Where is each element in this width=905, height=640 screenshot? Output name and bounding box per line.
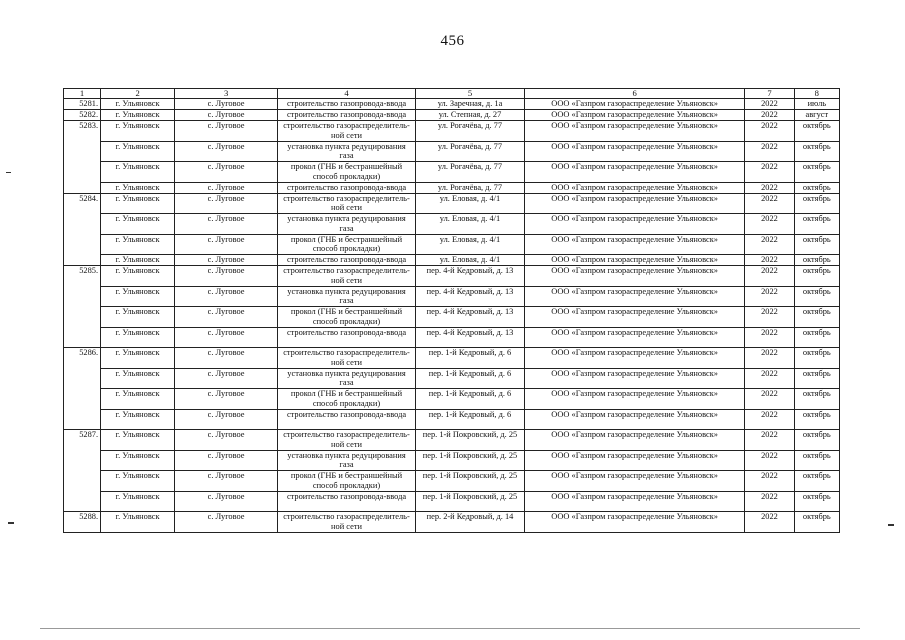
locality-cell: с. Луговое bbox=[175, 234, 278, 255]
address-cell: пер. 4-й Кедровый, д. 13 bbox=[415, 327, 524, 348]
month-cell: октябрь bbox=[794, 141, 839, 162]
address-cell: ул. Еловая, д. 4/1 bbox=[415, 193, 524, 214]
table-row bbox=[64, 255, 840, 266]
table-row bbox=[64, 327, 840, 348]
work-type-cell: строительство газораспределитель-ной сети bbox=[278, 512, 416, 533]
organization-cell: ООО «Газпром газораспределение Ульяновск» bbox=[525, 491, 745, 512]
locality-cell: с. Луговое bbox=[175, 255, 278, 266]
column-header: 6 bbox=[525, 89, 745, 99]
city-cell: г. Ульяновск bbox=[101, 214, 175, 235]
city-cell: г. Ульяновск bbox=[101, 99, 175, 110]
work-type-cell: строительство газопровода-ввода bbox=[278, 182, 416, 193]
city-cell: г. Ульяновск bbox=[101, 110, 175, 121]
month-cell: октябрь bbox=[794, 368, 839, 389]
year-cell: 2022 bbox=[745, 348, 794, 369]
work-type-cell: строительство газопровода-ввода bbox=[278, 327, 416, 348]
city-cell: г. Ульяновск bbox=[101, 512, 175, 533]
work-type-cell: прокол (ГНБ и бестраншейный способ прокладки) bbox=[278, 234, 416, 255]
month-cell: октябрь bbox=[794, 491, 839, 512]
organization-cell: ООО «Газпром газораспределение Ульяновск» bbox=[525, 471, 745, 492]
locality-cell: с. Луговое bbox=[175, 368, 278, 389]
year-cell: 2022 bbox=[745, 182, 794, 193]
table-row bbox=[64, 121, 840, 142]
city-cell: г. Ульяновск bbox=[101, 491, 175, 512]
column-header: 4 bbox=[278, 89, 416, 99]
year-cell: 2022 bbox=[745, 214, 794, 235]
organization-cell: ООО «Газпром газораспределение Ульяновск» bbox=[525, 348, 745, 369]
column-header: 7 bbox=[745, 89, 794, 99]
address-cell: ул. Еловая, д. 4/1 bbox=[415, 255, 524, 266]
year-cell: 2022 bbox=[745, 286, 794, 307]
city-cell: г. Ульяновск bbox=[101, 348, 175, 369]
city-cell: г. Ульяновск bbox=[101, 389, 175, 410]
table-row bbox=[64, 141, 840, 162]
city-cell: г. Ульяновск bbox=[101, 450, 175, 471]
city-cell: г. Ульяновск bbox=[101, 307, 175, 328]
gas-works-table bbox=[63, 88, 840, 533]
address-cell: пер. 2-й Кедровый, д. 14 bbox=[415, 512, 524, 533]
scan-edge-mark bbox=[888, 524, 894, 526]
year-cell: 2022 bbox=[745, 162, 794, 183]
scan-edge-mark bbox=[6, 172, 11, 173]
address-cell: пер. 1-й Покровский, д. 25 bbox=[415, 491, 524, 512]
work-type-cell: строительство газопровода-ввода bbox=[278, 99, 416, 110]
scan-bottom-line bbox=[40, 628, 860, 629]
locality-cell: с. Луговое bbox=[175, 121, 278, 142]
organization-cell: ООО «Газпром газораспределение Ульяновск» bbox=[525, 182, 745, 193]
organization-cell: ООО «Газпром газораспределение Ульяновск» bbox=[525, 286, 745, 307]
organization-cell: ООО «Газпром газораспределение Ульяновск» bbox=[525, 327, 745, 348]
table-row bbox=[64, 450, 840, 471]
work-type-cell: прокол (ГНБ и бестраншейный способ прокладки) bbox=[278, 471, 416, 492]
month-cell: октябрь bbox=[794, 450, 839, 471]
city-cell: г. Ульяновск bbox=[101, 121, 175, 142]
locality-cell: с. Луговое bbox=[175, 99, 278, 110]
organization-cell: ООО «Газпром газораспределение Ульяновск» bbox=[525, 141, 745, 162]
work-type-cell: строительство газораспределитель-ной сети bbox=[278, 266, 416, 287]
table-row bbox=[64, 234, 840, 255]
address-cell: ул. Еловая, д. 4/1 bbox=[415, 234, 524, 255]
organization-cell: ООО «Газпром газораспределение Ульяновск» bbox=[525, 430, 745, 451]
year-cell: 2022 bbox=[745, 512, 794, 533]
month-cell: октябрь bbox=[794, 162, 839, 183]
table-row bbox=[64, 512, 840, 533]
locality-cell: с. Луговое bbox=[175, 193, 278, 214]
city-cell: г. Ульяновск bbox=[101, 286, 175, 307]
year-cell: 2022 bbox=[745, 430, 794, 451]
month-cell: октябрь bbox=[794, 471, 839, 492]
organization-cell: ООО «Газпром газораспределение Ульяновск» bbox=[525, 409, 745, 430]
row-number-cell: 5282. bbox=[64, 110, 101, 121]
city-cell: г. Ульяновск bbox=[101, 193, 175, 214]
organization-cell: ООО «Газпром газораспределение Ульяновск» bbox=[525, 389, 745, 410]
city-cell: г. Ульяновск bbox=[101, 368, 175, 389]
year-cell: 2022 bbox=[745, 409, 794, 430]
organization-cell: ООО «Газпром газораспределение Ульяновск» bbox=[525, 307, 745, 328]
year-cell: 2022 bbox=[745, 121, 794, 142]
locality-cell: с. Луговое bbox=[175, 327, 278, 348]
table-row bbox=[64, 266, 840, 287]
work-type-cell: строительство газораспределитель-ной сети bbox=[278, 348, 416, 369]
address-cell: ул. Еловая, д. 4/1 bbox=[415, 214, 524, 235]
table-body bbox=[64, 99, 840, 533]
city-cell: г. Ульяновск bbox=[101, 141, 175, 162]
city-cell: г. Ульяновск bbox=[101, 327, 175, 348]
table-row bbox=[64, 110, 840, 121]
table-row bbox=[64, 162, 840, 183]
page-number: 456 bbox=[440, 33, 465, 49]
month-cell: октябрь bbox=[794, 327, 839, 348]
organization-cell: ООО «Газпром газораспределение Ульяновск» bbox=[525, 110, 745, 121]
scan-edge-mark bbox=[8, 522, 14, 524]
work-type-cell: установка пункта редуцирования газа bbox=[278, 368, 416, 389]
month-cell: октябрь bbox=[794, 430, 839, 451]
row-number-cell: 5284. bbox=[64, 193, 101, 266]
locality-cell: с. Луговое bbox=[175, 110, 278, 121]
organization-cell: ООО «Газпром газораспределение Ульяновск» bbox=[525, 214, 745, 235]
work-type-cell: прокол (ГНБ и бестраншейный способ прокладки) bbox=[278, 389, 416, 410]
address-cell: пер. 1-й Кедровый, д. 6 bbox=[415, 348, 524, 369]
row-number-cell: 5283. bbox=[64, 121, 101, 194]
address-cell: ул. Заречная, д. 1а bbox=[415, 99, 524, 110]
year-cell: 2022 bbox=[745, 450, 794, 471]
month-cell: октябрь bbox=[794, 389, 839, 410]
table-row bbox=[64, 99, 840, 110]
column-header: 1 bbox=[64, 89, 101, 99]
year-cell: 2022 bbox=[745, 389, 794, 410]
locality-cell: с. Луговое bbox=[175, 512, 278, 533]
year-cell: 2022 bbox=[745, 234, 794, 255]
work-type-cell: установка пункта редуцирования газа bbox=[278, 214, 416, 235]
work-type-cell: установка пункта редуцирования газа bbox=[278, 450, 416, 471]
address-cell: ул. Рогачёва, д. 77 bbox=[415, 182, 524, 193]
locality-cell: с. Луговое bbox=[175, 266, 278, 287]
table-row bbox=[64, 307, 840, 328]
address-cell: пер. 4-й Кедровый, д. 13 bbox=[415, 307, 524, 328]
locality-cell: с. Луговое bbox=[175, 409, 278, 430]
table-row bbox=[64, 193, 840, 214]
year-cell: 2022 bbox=[745, 327, 794, 348]
address-cell: ул. Рогачёва, д. 77 bbox=[415, 162, 524, 183]
work-type-cell: строительство газопровода-ввода bbox=[278, 255, 416, 266]
month-cell: август bbox=[794, 110, 839, 121]
work-type-cell: строительство газопровода-ввода bbox=[278, 110, 416, 121]
year-cell: 2022 bbox=[745, 368, 794, 389]
city-cell: г. Ульяновск bbox=[101, 409, 175, 430]
work-type-cell: строительство газораспределитель-ной сети bbox=[278, 193, 416, 214]
address-cell: ул. Рогачёва, д. 77 bbox=[415, 141, 524, 162]
work-type-cell: установка пункта редуцирования газа bbox=[278, 141, 416, 162]
organization-cell: ООО «Газпром газораспределение Ульяновск» bbox=[525, 255, 745, 266]
locality-cell: с. Луговое bbox=[175, 307, 278, 328]
address-cell: ул. Рогачёва, д. 77 bbox=[415, 121, 524, 142]
locality-cell: с. Луговое bbox=[175, 389, 278, 410]
table-row bbox=[64, 348, 840, 369]
row-number-cell: 5288. bbox=[64, 512, 101, 533]
year-cell: 2022 bbox=[745, 266, 794, 287]
address-cell: пер. 1-й Кедровый, д. 6 bbox=[415, 368, 524, 389]
locality-cell: с. Луговое bbox=[175, 471, 278, 492]
address-cell: пер. 1-й Кедровый, д. 6 bbox=[415, 409, 524, 430]
month-cell: октябрь bbox=[794, 409, 839, 430]
column-header: 5 bbox=[415, 89, 524, 99]
year-cell: 2022 bbox=[745, 141, 794, 162]
work-type-cell: прокол (ГНБ и бестраншейный способ прокладки) bbox=[278, 162, 416, 183]
address-cell: пер. 1-й Покровский, д. 25 bbox=[415, 471, 524, 492]
organization-cell: ООО «Газпром газораспределение Ульяновск» bbox=[525, 121, 745, 142]
locality-cell: с. Луговое bbox=[175, 162, 278, 183]
organization-cell: ООО «Газпром газораспределение Ульяновск» bbox=[525, 99, 745, 110]
row-number-cell: 5281. bbox=[64, 99, 101, 110]
month-cell: октябрь bbox=[794, 182, 839, 193]
organization-cell: ООО «Газпром газораспределение Ульяновск» bbox=[525, 368, 745, 389]
city-cell: г. Ульяновск bbox=[101, 266, 175, 287]
work-type-cell: строительство газораспределитель-ной сети bbox=[278, 121, 416, 142]
work-type-cell: прокол (ГНБ и бестраншейный способ прокладки) bbox=[278, 307, 416, 328]
organization-cell: ООО «Газпром газораспределение Ульяновск» bbox=[525, 450, 745, 471]
table-row bbox=[64, 471, 840, 492]
locality-cell: с. Луговое bbox=[175, 491, 278, 512]
year-cell: 2022 bbox=[745, 99, 794, 110]
table-row bbox=[64, 368, 840, 389]
locality-cell: с. Луговое bbox=[175, 430, 278, 451]
month-cell: октябрь bbox=[794, 286, 839, 307]
address-cell: пер. 1-й Кедровый, д. 6 bbox=[415, 389, 524, 410]
column-header: 2 bbox=[101, 89, 175, 99]
locality-cell: с. Луговое bbox=[175, 348, 278, 369]
table-row bbox=[64, 430, 840, 451]
table-row bbox=[64, 491, 840, 512]
month-cell: июль bbox=[794, 99, 839, 110]
work-type-cell: строительство газопровода-ввода bbox=[278, 491, 416, 512]
year-cell: 2022 bbox=[745, 307, 794, 328]
table-row bbox=[64, 286, 840, 307]
organization-cell: ООО «Газпром газораспределение Ульяновск» bbox=[525, 512, 745, 533]
year-cell: 2022 bbox=[745, 255, 794, 266]
month-cell: октябрь bbox=[794, 255, 839, 266]
locality-cell: с. Луговое bbox=[175, 141, 278, 162]
city-cell: г. Ульяновск bbox=[101, 182, 175, 193]
row-number-cell: 5287. bbox=[64, 430, 101, 512]
row-number-cell: 5285. bbox=[64, 266, 101, 348]
year-cell: 2022 bbox=[745, 193, 794, 214]
work-type-cell: строительство газораспределитель-ной сети bbox=[278, 430, 416, 451]
column-number-row bbox=[64, 89, 840, 99]
table-row bbox=[64, 389, 840, 410]
column-header: 3 bbox=[175, 89, 278, 99]
address-cell: пер. 1-й Покровский, д. 25 bbox=[415, 430, 524, 451]
month-cell: октябрь bbox=[794, 193, 839, 214]
table-row bbox=[64, 409, 840, 430]
work-type-cell: установка пункта редуцирования газа bbox=[278, 286, 416, 307]
locality-cell: с. Луговое bbox=[175, 286, 278, 307]
organization-cell: ООО «Газпром газораспределение Ульяновск» bbox=[525, 234, 745, 255]
year-cell: 2022 bbox=[745, 491, 794, 512]
row-number-cell: 5286. bbox=[64, 348, 101, 430]
organization-cell: ООО «Газпром газораспределение Ульяновск» bbox=[525, 162, 745, 183]
organization-cell: ООО «Газпром газораспределение Ульяновск» bbox=[525, 266, 745, 287]
table-row bbox=[64, 214, 840, 235]
column-header: 8 bbox=[794, 89, 839, 99]
city-cell: г. Ульяновск bbox=[101, 162, 175, 183]
address-cell: ул. Степная, д. 27 bbox=[415, 110, 524, 121]
city-cell: г. Ульяновск bbox=[101, 255, 175, 266]
city-cell: г. Ульяновск bbox=[101, 471, 175, 492]
locality-cell: с. Луговое bbox=[175, 214, 278, 235]
month-cell: октябрь bbox=[794, 512, 839, 533]
month-cell: октябрь bbox=[794, 266, 839, 287]
month-cell: октябрь bbox=[794, 214, 839, 235]
organization-cell: ООО «Газпром газораспределение Ульяновск» bbox=[525, 193, 745, 214]
table-row bbox=[64, 182, 840, 193]
work-type-cell: строительство газопровода-ввода bbox=[278, 409, 416, 430]
year-cell: 2022 bbox=[745, 110, 794, 121]
address-cell: пер. 4-й Кедровый, д. 13 bbox=[415, 286, 524, 307]
address-cell: пер. 1-й Покровский, д. 25 bbox=[415, 450, 524, 471]
city-cell: г. Ульяновск bbox=[101, 234, 175, 255]
month-cell: октябрь bbox=[794, 307, 839, 328]
month-cell: октябрь bbox=[794, 234, 839, 255]
address-cell: пер. 4-й Кедровый, д. 13 bbox=[415, 266, 524, 287]
city-cell: г. Ульяновск bbox=[101, 430, 175, 451]
locality-cell: с. Луговое bbox=[175, 450, 278, 471]
month-cell: октябрь bbox=[794, 348, 839, 369]
locality-cell: с. Луговое bbox=[175, 182, 278, 193]
month-cell: октябрь bbox=[794, 121, 839, 142]
year-cell: 2022 bbox=[745, 471, 794, 492]
